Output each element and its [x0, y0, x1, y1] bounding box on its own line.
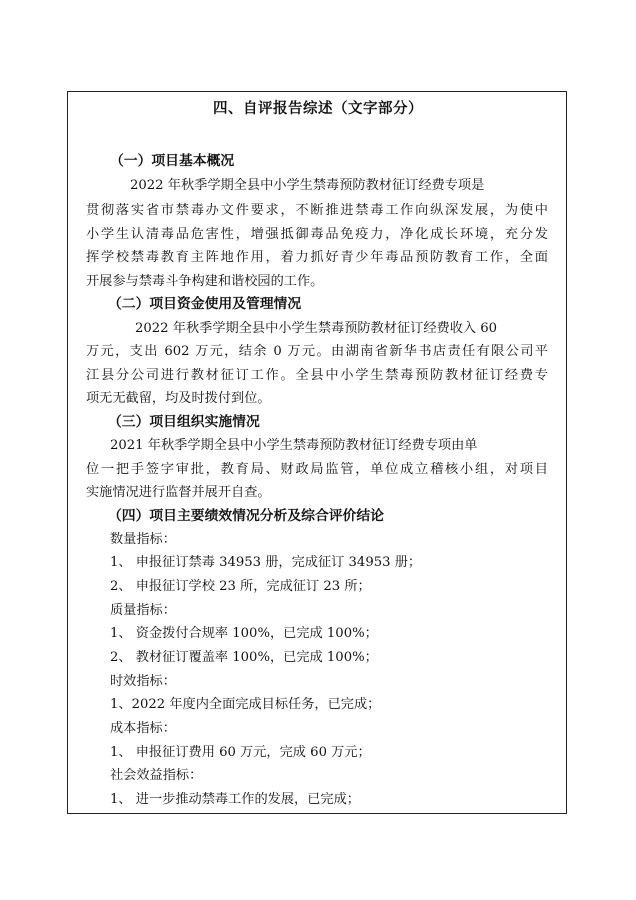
paragraph-line: 2022 年秋季学期全县中小学生禁毒预防教材征订经费收入 60: [135, 321, 498, 336]
section-heading: （三）项目组织实施情况: [108, 414, 260, 430]
indicator-category: 数量指标：: [110, 532, 176, 547]
indicator-category: 时效指标：: [110, 674, 176, 689]
indicator-item: 2、 申报征订学校 23 所，完成征订 23 所；: [110, 579, 371, 594]
indicator-item: 1、 进一步推动禁毒工作的发展，已完成；: [110, 792, 360, 807]
indicator-item: 2、 教材征订覆盖率 100%，已完成 100%；: [110, 650, 378, 665]
indicator-item: 1、 申报征订费用 60 万元，完成 60 万元；: [110, 745, 371, 760]
indicator-item: 1、 资金拨付合规率 100%，已完成 100%；: [110, 626, 378, 641]
paragraph-line: 贯彻落实省市禁毒办文件要求，不断推进禁毒工作向纵深发展，为使中: [86, 203, 548, 218]
section-heading: （四）项目主要绩效情况分析及综合评价结论: [108, 508, 384, 524]
paragraph-line: 位一把手签字审批，教育局、财政局监管，单位成立稽核小组，对项目: [86, 462, 548, 477]
paragraph-line: 万元，支出 602 万元，结余 0 万元。由湖南省新华书店责任有限公司平: [86, 344, 548, 359]
paragraph-line: 2021 年秋季学期全县中小学生禁毒预防教材征订经费专项由单: [110, 438, 478, 453]
indicator-item: 1、 申报征订禁毒 34953 册，完成征订 34953 册；: [110, 555, 422, 570]
indicator-category: 成本指标：: [110, 721, 176, 736]
indicator-item: 1、2022 年度内全面完成目标任务，已完成；: [110, 697, 381, 712]
paragraph-line: 实施情况进行监督并展开自查。: [86, 485, 271, 500]
paragraph-line: 项无无截留，均及时拨付到位。: [86, 391, 271, 406]
report-title: 四、自评报告综述（文字部分）: [213, 100, 423, 117]
indicator-category: 社会效益指标：: [110, 768, 203, 783]
paragraph-line: 2022 年秋季学期全县中小学生禁毒预防教材征订经费专项是: [130, 178, 485, 193]
paragraph-line: 小学生认清毒品危害性，增强抵御毒品免疫力，净化成长环境，充分发: [86, 227, 548, 242]
section-heading: （二）项目资金使用及管理情况: [108, 296, 302, 312]
paragraph-line: 江县分公司进行教材征订工作。全县中小学生禁毒预防教材征订经费专: [86, 368, 548, 383]
paragraph-line: 挥学校禁毒教育主阵地作用，着力抓好青少年毒品预防教育工作，全面: [86, 250, 548, 265]
paragraph-line: 开展参与禁毒斗争构建和谐校园的工作。: [86, 274, 324, 289]
section-heading: （一）项目基本概况: [110, 153, 235, 169]
indicator-category: 质量指标：: [110, 603, 176, 618]
